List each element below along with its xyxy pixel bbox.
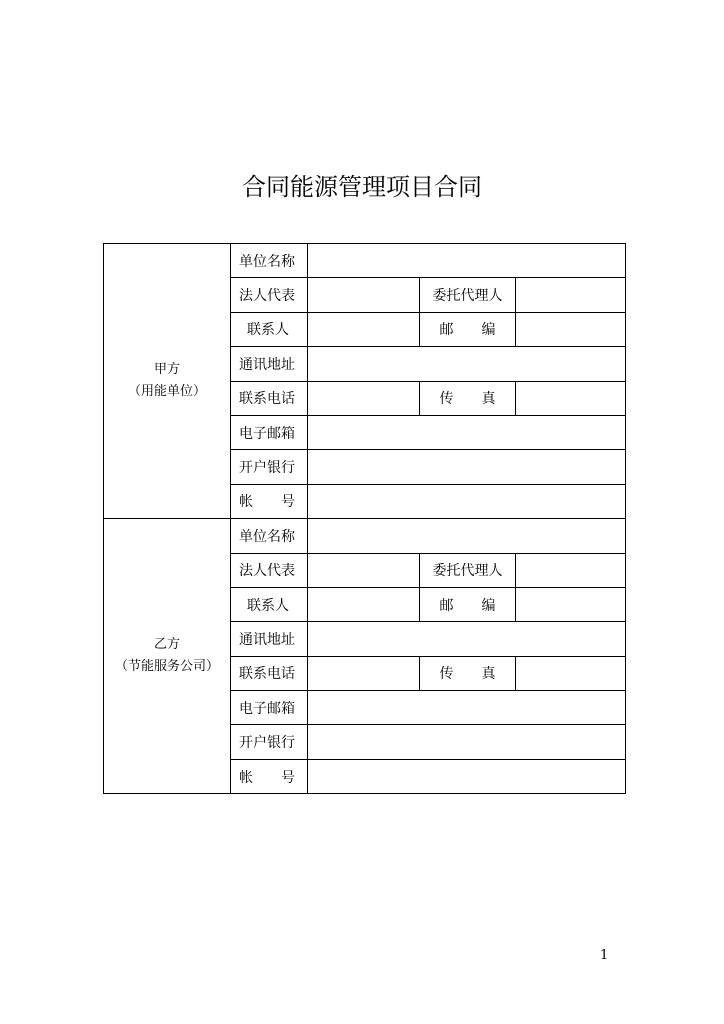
party-a-fax-label: 传 真 (420, 381, 516, 415)
party-a-bank-field[interactable] (308, 450, 626, 484)
party-a-postcode-label: 邮 编 (420, 312, 516, 346)
party-b-legal-rep-field[interactable] (308, 553, 420, 587)
party-a-agent-label: 委托代理人 (420, 278, 516, 312)
party-b-email-field[interactable] (308, 691, 626, 725)
party-a-row-unit-name (104, 244, 626, 278)
party-b-phone-label: 联系电话 (231, 656, 308, 690)
party-b-fax-field[interactable] (516, 656, 626, 690)
party-a-fax-field[interactable] (516, 381, 626, 415)
party-b-role: （节能服务公司） (114, 659, 219, 675)
party-b-agent-field[interactable] (516, 553, 626, 587)
party-b-legal-rep-label: 法人代表 (231, 553, 308, 587)
party-a-contact-label: 联系人 (231, 312, 308, 346)
party-b-postcode-field[interactable] (516, 587, 626, 621)
party-a-postcode-field[interactable] (516, 312, 626, 346)
party-a-address-label: 通讯地址 (231, 347, 308, 381)
party-a-agent-field[interactable] (516, 278, 626, 312)
party-b-row-unit-name (104, 519, 626, 553)
party-b-bank-label: 开户银行 (231, 725, 308, 759)
party-b-contact-label: 联系人 (231, 587, 308, 621)
party-a-email-field[interactable] (308, 415, 626, 449)
document-title: 合同能源管理项目合同 (242, 173, 482, 201)
party-info-table (103, 243, 626, 794)
party-a-email-label: 电子邮箱 (231, 415, 308, 449)
page-number: 1 (600, 948, 609, 963)
party-a-role: （用能单位） (127, 384, 206, 400)
party-b-fax-label: 传 真 (420, 656, 516, 690)
party-a-legal-rep-field[interactable] (308, 278, 420, 312)
party-a-name: 甲方 (153, 362, 180, 378)
party-b-account-field[interactable] (308, 759, 626, 793)
party-info-form (103, 243, 625, 794)
party-b-unit-name-label: 单位名称 (231, 519, 308, 553)
party-a-unit-name-field[interactable] (308, 244, 626, 278)
party-a-unit-name-label: 单位名称 (231, 244, 308, 278)
party-b-email-label: 电子邮箱 (231, 691, 308, 725)
party-a-legal-rep-label: 法人代表 (231, 278, 308, 312)
party-a-account-label: 帐 号 (231, 484, 308, 518)
party-a-phone-label: 联系电话 (231, 381, 308, 415)
party-b-name: 乙方 (153, 637, 180, 653)
party-a-contact-field[interactable] (308, 312, 420, 346)
party-a-address-field[interactable] (308, 347, 626, 381)
party-b-address-field[interactable] (308, 622, 626, 656)
party-b-bank-field[interactable] (308, 725, 626, 759)
party-b-postcode-label: 邮 编 (420, 587, 516, 621)
party-b-account-label: 帐 号 (231, 759, 308, 793)
party-b-address-label: 通讯地址 (231, 622, 308, 656)
party-a-account-field[interactable] (308, 484, 626, 518)
party-b-phone-field[interactable] (308, 656, 420, 690)
party-b-heading-cell (104, 519, 231, 794)
party-b-contact-field[interactable] (308, 587, 420, 621)
party-b-unit-name-field[interactable] (308, 519, 626, 553)
party-a-phone-field[interactable] (308, 381, 420, 415)
party-a-heading-cell (104, 244, 231, 519)
party-b-agent-label: 委托代理人 (420, 553, 516, 587)
party-a-bank-label: 开户银行 (231, 450, 308, 484)
